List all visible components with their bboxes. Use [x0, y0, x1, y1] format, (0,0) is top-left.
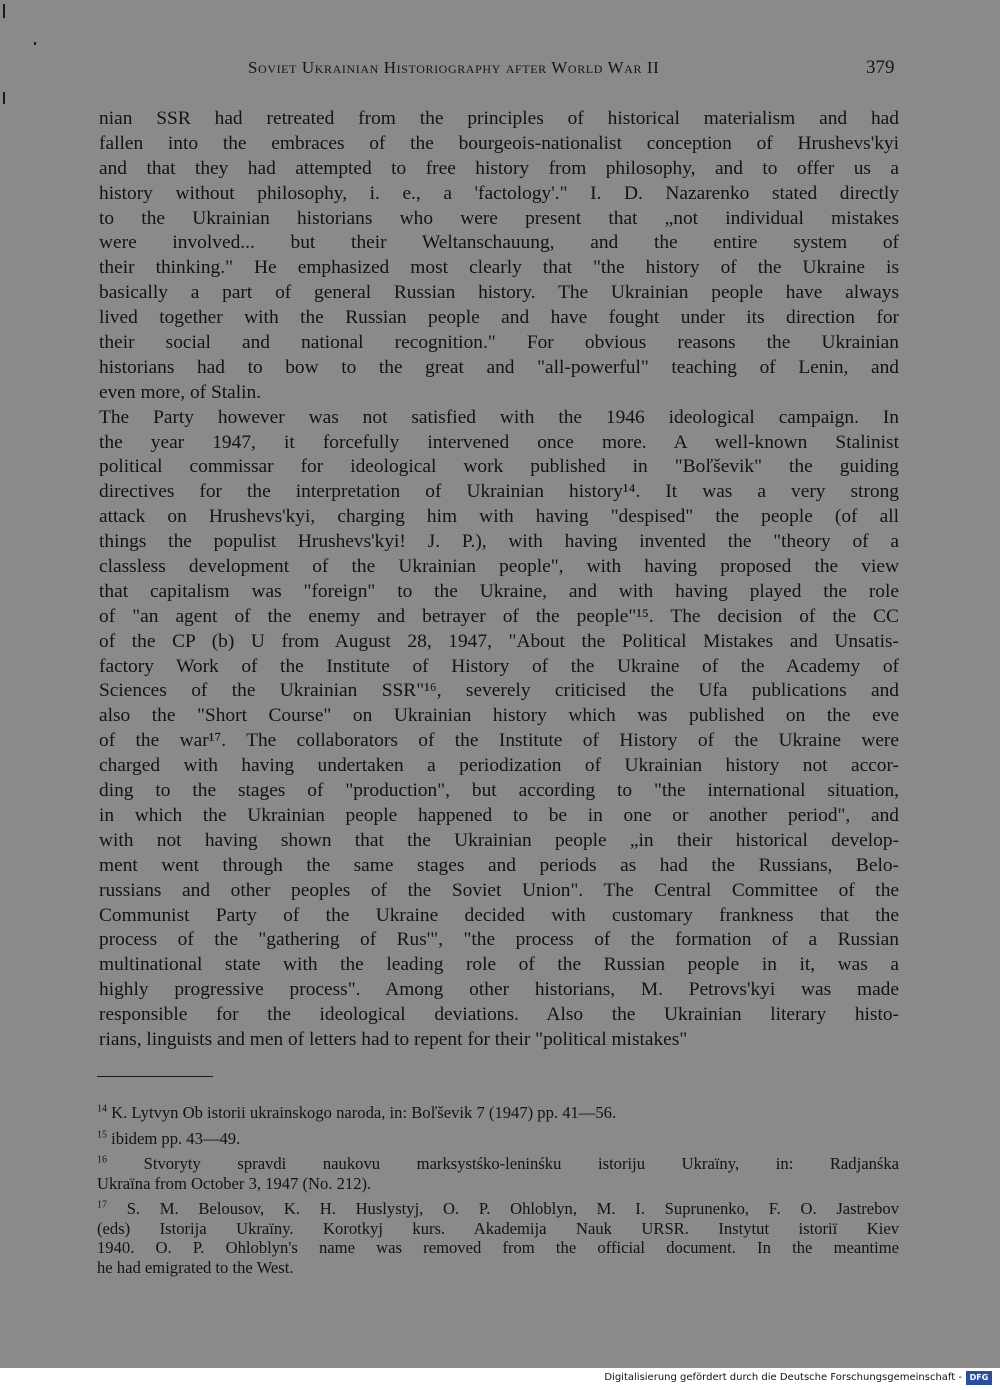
footnote-text: 1940. O. P. Ohloblyn's name was removed from the official document. In the meantime: [97, 1238, 899, 1257]
body-line: were involved... but their Weltanschauung, and the entire system of: [99, 232, 899, 254]
footnote-number: 14: [97, 1103, 107, 1115]
body-line: The Party however was not satisfied with the 1946 ideological campaign. In: [99, 406, 899, 428]
footnote-line: [97, 1174, 899, 1194]
body-line: russians and other peoples of the Soviet Union". The Central Committee of the: [99, 879, 899, 901]
footnote-text: Stvoryty spravdi naukovu marksystśko-leninśku istoriju Ukraïny, in: Radjanśka: [143, 1154, 899, 1173]
body-line: also the "Short Course" on Ukrainian history which was published on the eve: [99, 705, 899, 727]
body-line: Sciences of the Ukrainian SSR"¹⁶, severely criticised the Ufa publications and: [99, 680, 899, 702]
body-line: nian SSR had retreated from the principles of historical materialism and had: [99, 108, 899, 129]
footnotes: [97, 1103, 899, 1283]
body-line: political commissar for ideological work published in "Boľševik" the guiding: [99, 456, 899, 478]
footnote-line: [97, 1199, 899, 1219]
body-line: historians had to bow to the great and "all-powerful" teaching of Lenin, and: [99, 356, 899, 378]
footnote-text: (eds) Istorija Ukraïny. Korotkyj kurs. Akademija Nauk URSR. Instytut istoriï Kiev: [97, 1218, 899, 1238]
footnote-16: [97, 1154, 899, 1193]
footnote-15: [97, 1129, 899, 1149]
body-line: directives for the interpretation of Ukrainian history¹⁴. It was a very strong: [99, 481, 899, 503]
footnote-text: Ukraïna from October 3, 1947 (No. 212).: [97, 1173, 372, 1193]
footnote-line: [97, 1129, 899, 1149]
body-line: attack on Hrushevs'kyi, charging him with having "despised" the people (of all: [99, 506, 899, 528]
footnote-line: [97, 1103, 899, 1123]
scan-dust-mark: [34, 42, 36, 45]
footnote-text: he had emigrated to the West.: [97, 1257, 294, 1277]
footnote-line: [97, 1258, 899, 1278]
body-line: with not having shown that the Ukrainian people „in their historical develop-: [99, 829, 899, 851]
body-line: to the Ukrainian historians who were present that „not individual mistakes: [99, 207, 899, 229]
footnote-14: [97, 1103, 899, 1123]
body-line: things the populist Hrushevs'kyi! J. P.), with having invented the "theory of a: [99, 531, 899, 553]
page-number: 379: [866, 57, 895, 78]
body-line: basically a part of general Russian history. The Ukrainian people have always: [99, 282, 899, 304]
footnote-line: [97, 1154, 899, 1174]
body-line: of the war¹⁷. The collaborators of the Institute of History of the Ukraine were: [99, 730, 899, 752]
body-line: lived together with the Russian people and have fought under its direction for: [99, 307, 899, 329]
footnote-line: [97, 1219, 899, 1239]
footnote-number: 15: [97, 1128, 107, 1140]
body-line: factory Work of the Institute of History of the Ukraine of the Academy of: [99, 655, 899, 677]
body-line: rians, linguists and men of letters had to repent for their "political mistakes": [99, 1028, 688, 1050]
body-text: [99, 107, 899, 1053]
body-line: fallen into the embraces of the bourgeois-nationalist conception of Hrushevs'kyi: [99, 132, 899, 154]
footnote-17: [97, 1199, 899, 1277]
footnote-number: 16: [97, 1154, 107, 1166]
digitization-credit-bar: [0, 1368, 1000, 1390]
scan-edge-mark: [3, 92, 5, 104]
body-line: that capitalism was "foreign" to the Ukraine, and with having played the role: [99, 580, 899, 602]
body-line: process of the "gathering of Rus'", "the process of the formation of a Russian: [99, 929, 899, 951]
body-line: ding to the stages of "production", but according to "the international situation,: [99, 780, 899, 802]
dfg-logo: DFG: [966, 1371, 992, 1385]
body-line: and that they had attempted to free history from philosophy, and to offer us a: [99, 157, 899, 179]
footnote-line: [97, 1238, 899, 1258]
body-line: responsible for the ideological deviations. Also the Ukrainian literary histo-: [99, 1004, 899, 1026]
body-line: classless development of the Ukrainian people", with having proposed the view: [99, 556, 899, 578]
footnote-text: ibidem pp. 43—49.: [111, 1128, 241, 1148]
body-line: highly progressive process". Among other historians, M. Petrovs'kyi was made: [99, 979, 899, 1001]
footnote-rule: [97, 1076, 213, 1077]
scan-edge-mark: [3, 4, 5, 18]
body-line: their social and national recognition." For obvious reasons the Ukrainian: [99, 332, 899, 354]
footnote-text: S. M. Belousov, K. H. Huslystyj, O. P. Ohloblyn, M. I. Suprunenko, F. O. Jastrebov: [126, 1199, 899, 1218]
body-line: Communist Party of the Ukraine decided with customary frankness that the: [99, 904, 899, 926]
body-line: even more, of Stalin.: [99, 381, 262, 403]
body-line: in which the Ukrainian people happened to be in one or another period", and: [99, 804, 899, 826]
running-title: Soviet Ukrainian Historiography after World War II: [248, 58, 660, 77]
body-line: their thinking." He emphasized most clearly that "the history of the Ukraine is: [99, 257, 899, 279]
body-line: of "an agent of the enemy and betrayer of the people"¹⁵. The decision of the CC: [99, 605, 899, 627]
footnote-number: 17: [97, 1199, 107, 1211]
body-line: multinational state with the leading role of the Russian people in it, was a: [99, 954, 899, 976]
body-line: of the CP (b) U from August 28, 1947, "About the Political Mistakes and Unsatis-: [99, 630, 899, 652]
body-line: history without philosophy, i. e., a 'factology'." I. D. Nazarenko stated directly: [99, 182, 899, 204]
body-line: ment went through the same stages and periods as had the Russians, Belo-: [99, 854, 899, 876]
body-line: the year 1947, it forcefully intervened once more. A well-known Stalinist: [99, 431, 899, 453]
footnote-text: K. Lytvyn Ob istorii ukrainskogo naroda, in: Boľševik 7 (1947) pp. 41—56.: [111, 1103, 617, 1122]
body-line: charged with having undertaken a periodization of Ukrainian history not accor-: [99, 755, 899, 777]
credit-text: Digitalisierung gefördert durch die Deutsche Forschungsgemeinschaft -: [604, 1372, 962, 1383]
